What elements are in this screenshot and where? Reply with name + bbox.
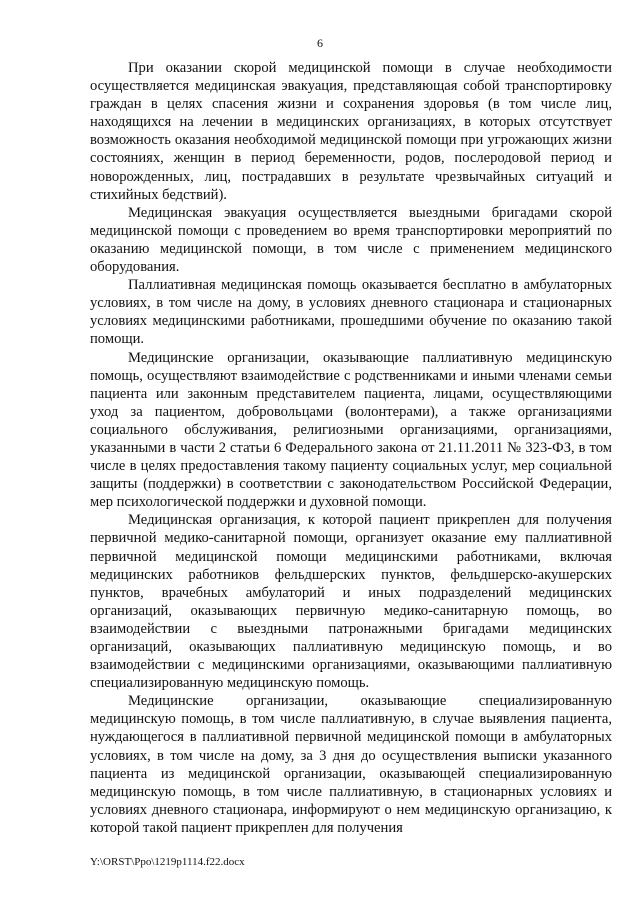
paragraph-ambulance-evacuation: При оказании скорой медицинской помощи в случае необходимости осуществляется медицинская эвакуация, представляющая собой транспортировку граждан в целях спасения жизни и сохранения здоровья (в том числе лиц, находящихся на лечении в медицинских организациях, в которых отсутствует возможность оказания необходимой медицинской помощи при угрожающих жизни состояниях, женщин в период беременности, родов, послеродовой период и новорожденных, лиц, пострадавших в результате чрезвычайных ситуаций и стихийных бедствий). [90, 60, 612, 203]
paragraph-primary-care-organization: Медицинская организация, к которой пациент прикреплен для получения первичной медико-санитарной помощи, организует оказание ему паллиативной первичной медицинской помощи медицинскими работниками, включая медицинских работников фельдшерских пунктов, фельдшерско-акушерских пунктов, врачебных амбулаторий и иных подразделений медицинских организаций, оказывающих первичную медико-санитарную помощь, во взаимодействии с выездными патронажными бригадами медицинских организаций, оказывающих паллиативную медицинскую помощь, и во взаимодействии с медицинскими организациями, оказывающими паллиативную специализированную медицинскую помощь. [90, 512, 612, 692]
paragraph-palliative-free: Паллиативная медицинская помощь оказывается бесплатно в амбулаторных условиях, в том числе на дому, в условиях дневного стационара и стационарных условиях медицинскими работниками, прошедшими обучение по оказанию такой помощи. [90, 277, 612, 348]
footer-file-path: Y:\ORST\Ppo\1219p1114.f22.docx [90, 856, 245, 868]
paragraph-specialized-care-notification: Медицинские организации, оказывающие специализированную медицинскую помощь, в том числе паллиативную, в случае выявления пациента, нуждающегося в паллиативной первичной медицинской помощи в амбулаторных условиях, в том числе на дому, за 3 дня до осуществления выписки указанного пациента из медицинской организации, оказывающей специализированную медицинскую помощь, в том числе паллиативную, в стационарных условиях и условиях дневного стационара, информируют о нем медицинскую организацию, к которой такой пациент прикреплен для получения [90, 693, 612, 836]
page-number: 6 [317, 36, 323, 50]
paragraph-evacuation-teams: Медицинская эвакуация осуществляется выездными бригадами скорой медицинской помощи с проведением во время транспортировки мероприятий по оказанию медицинской помощи, в том числе с применением медицинского оборудования. [90, 204, 612, 276]
paragraph-palliative-interaction: Медицинские организации, оказывающие паллиативную медицинскую помощь, осуществляют взаимодействие с родственниками и иными членами семьи пациента или законным представителем пациента, лицами, осуществляющими уход за пациентом, добровольцами (волонтерами), а также организациями социального обслуживания, религиозными организациями, организациями, указанными в части 2 статьи 6 Федерального закона от 21.11.2011 № 323-ФЗ, в том числе в целях предоставления такому пациенту социальных услуг, мер социальной защиты (поддержки) в соответствии с законодательством Российской Федерации, мер психологической поддержки и духовной помощи. [90, 349, 612, 511]
document-body [90, 59, 612, 837]
